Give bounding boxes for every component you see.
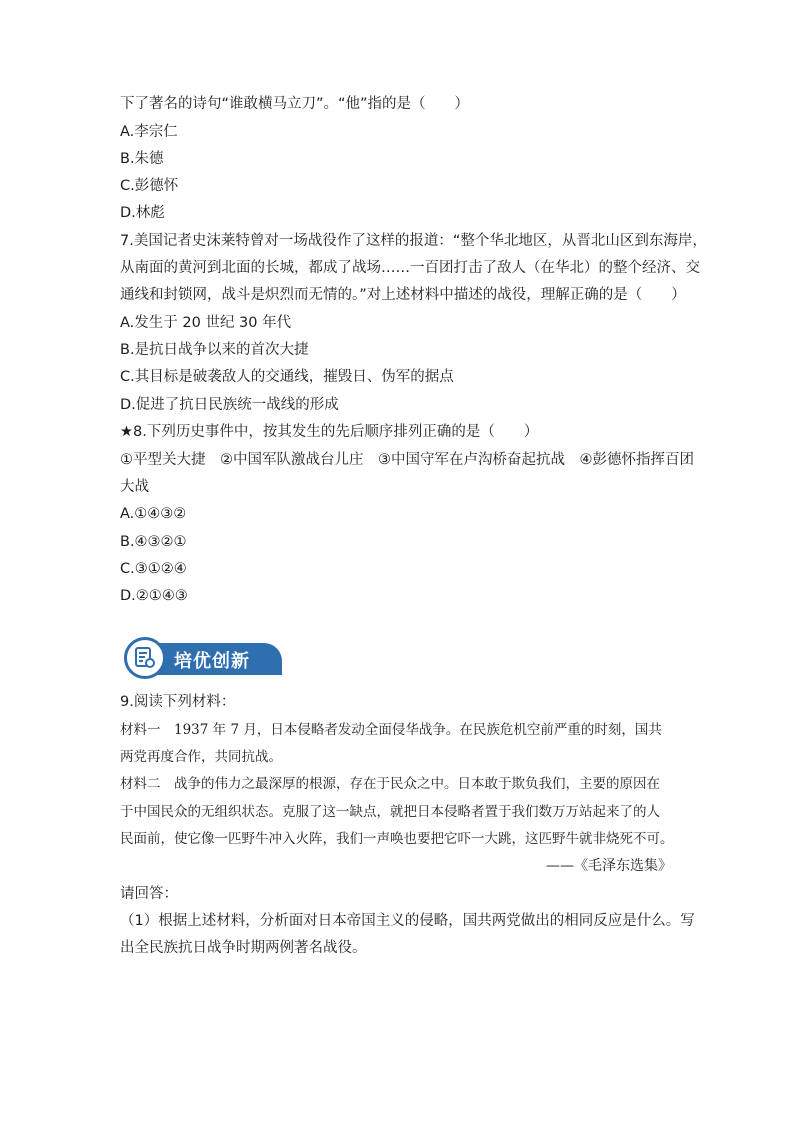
- q6-option-a: A.李宗仁: [120, 124, 178, 140]
- q8-option-c: C.③①②④: [120, 561, 187, 577]
- q6-stem-tail: 下了著名的诗句“谁敢横马立刀”。“他”指的是（ ）: [120, 96, 470, 112]
- q9-part-1-line-1: （1）根据上述材料，分析面对日本帝国主义的侵略，国共两党做出的相同反应是什么。写: [120, 913, 695, 929]
- q8-events-line-2: 大战: [120, 479, 149, 495]
- q7-option-b: B.是抗日战争以来的首次大捷: [120, 342, 309, 358]
- q8-option-d: D.②①④③: [120, 588, 188, 604]
- q8-option-b: B.④③②①: [120, 534, 187, 550]
- q8-stem: ★8.下列历史事件中，按其发生的先后顺序排列正确的是（ ）: [120, 424, 539, 440]
- section-banner: [122, 637, 282, 681]
- q9-stem: 9.阅读下列材料：: [120, 694, 236, 710]
- q8-option-a: A.①④③②: [120, 506, 187, 522]
- q9-part-1-line-2: 出全民族抗日战争时期两例著名战役。: [120, 940, 367, 956]
- q7-option-a: A.发生于 20 世纪 30 年代: [120, 315, 292, 331]
- q7-stem-line-1: 7.美国记者史沫莱特曾对一场战役作了这样的报道：“整个华北地区，从晋北山区到东海岸，: [120, 233, 707, 249]
- q6-option-d: D.林彪: [120, 205, 165, 221]
- q8-events-line-1: ①平型关大捷 ②中国军队激战台儿庄 ③中国守军在卢沟桥奋起抗战 ④彭德怀指挥百团: [120, 452, 694, 468]
- document-icon: [124, 637, 166, 679]
- material-source: ——《毛泽东选集》: [546, 858, 672, 874]
- q7-option-c: C.其目标是破袭敌人的交通线，摧毁日、伪军的据点: [120, 369, 454, 385]
- q7-stem-line-3: 通线和封锁网，战斗是炽烈而无情的。”对上述材料中描述的战役，理解正确的是（ ）: [120, 287, 686, 303]
- material-2-line-2: 于中国民众的无组织状态。克服了这一缺点，就把日本侵略者置于我们数万万站起来了的人: [120, 804, 660, 820]
- q6-option-c: C.彭德怀: [120, 178, 179, 194]
- section-title: 培优创新: [174, 651, 250, 672]
- material-2-line-1: 材料二 战争的伟力之最深厚的根源，存在于民众之中。日本敢于欺负我们，主要的原因在: [120, 776, 660, 792]
- q7-option-d: D.促进了抗日民族统一战线的形成: [120, 397, 339, 413]
- q6-option-b: B.朱德: [120, 151, 164, 167]
- material-1-line-2: 两党再度合作，共同抗战。: [120, 749, 282, 765]
- material-1-line-1: 材料一 1937 年 7 月，日本侵略者发动全面侵华战争。在民族危机空前严重的时刻，国共: [120, 722, 662, 738]
- material-2-line-3: 民面前，使它像一匹野牛冲入火阵，我们一声唤也要把它吓一大跳，这匹野牛就非烧死不可。: [120, 831, 674, 847]
- q7-stem-line-2: 从南面的黄河到北面的长城，都成了战场……一百团打击了敌人（在华北）的整个经济、交: [120, 260, 700, 276]
- ask-label: 请回答：: [120, 886, 178, 902]
